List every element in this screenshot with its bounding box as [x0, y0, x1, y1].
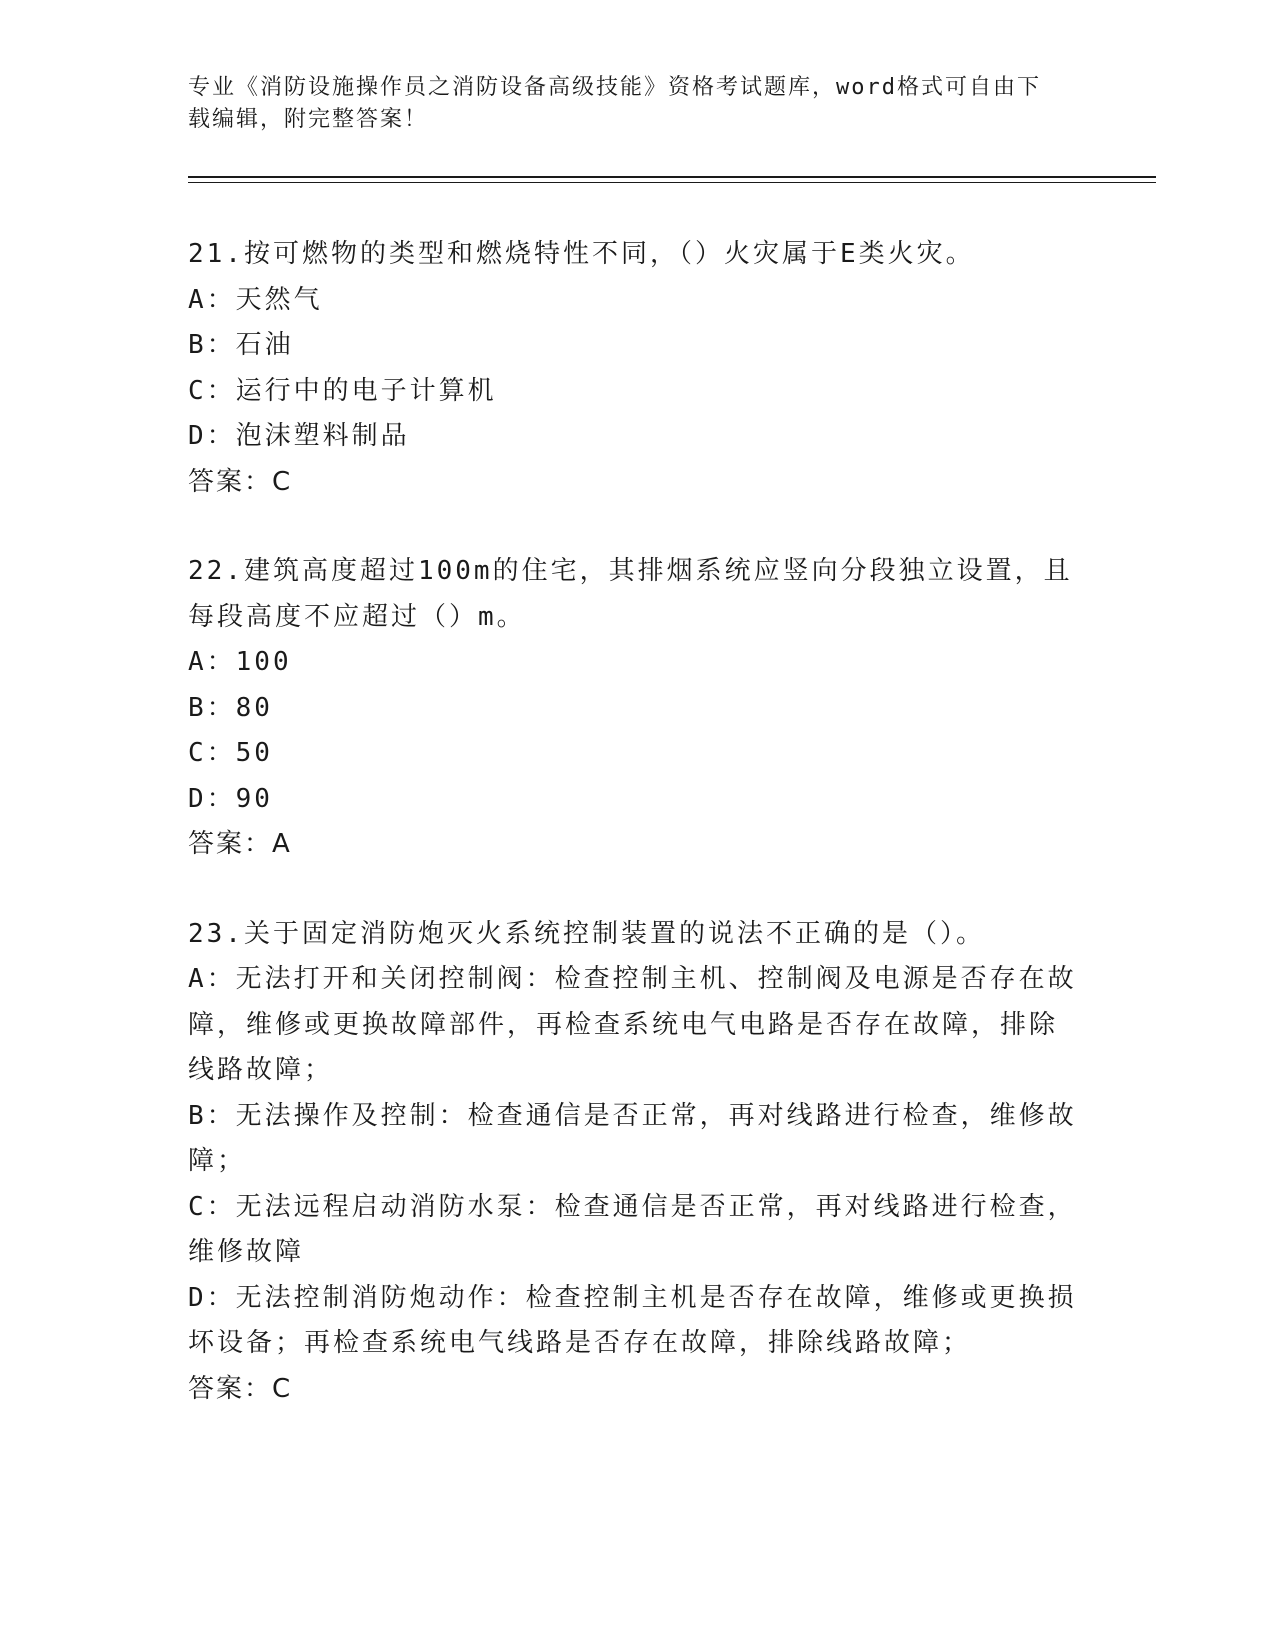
- option-c-continued: 维修故障: [188, 1237, 305, 1267]
- option-d: D：泡沫塑料制品: [188, 421, 410, 451]
- option-c: C：50: [188, 738, 273, 768]
- option-d-continued: 坏设备；再检查系统电气线路是否存在故障，排除线路故障；: [188, 1328, 972, 1358]
- option-b-continued: 障；: [188, 1146, 247, 1176]
- header-divider-thick: [188, 176, 1156, 178]
- question-22: [188, 549, 1088, 868]
- question-23: [188, 912, 1088, 1413]
- option-a: A：无法打开和关闭控制阀：检查控制主机、控制阀及电源是否存在故: [188, 964, 1077, 994]
- document-header: [188, 72, 1088, 136]
- question-stem: 21.按可燃物的类型和燃烧特性不同，（）火灾属于E类火灾。: [188, 239, 975, 269]
- option-a: A：天然气: [188, 284, 323, 315]
- option-d: D：无法控制消防炮动作：检查控制主机是否存在故障，维修或更换损: [188, 1282, 1077, 1313]
- question-stem: 22.建筑高度超过100m的住宅，其排烟系统应竖向分段独立设置，且: [188, 556, 1073, 586]
- answer-line: 答案：C: [188, 1373, 293, 1404]
- question-stem: 23.关于固定消防炮灭火系统控制装置的说法不正确的是（）。: [188, 918, 985, 949]
- option-a: A：100: [188, 647, 292, 677]
- option-a-continued: 线路故障；: [188, 1055, 334, 1085]
- option-b: B：80: [188, 692, 273, 723]
- option-d: D：90: [188, 783, 273, 814]
- option-c: C：无法远程启动消防水泵：检查通信是否正常，再对线路进行检查，: [188, 1191, 1077, 1222]
- option-b: B：石油: [188, 330, 294, 360]
- question-list: [188, 232, 1088, 1456]
- question-21: [188, 232, 1088, 505]
- answer-line: 答案：A: [188, 829, 292, 859]
- question-stem-continued: 每段高度不应超过（）m。: [188, 601, 526, 632]
- header-line-2: 载编辑，附完整答案！: [188, 107, 429, 132]
- header-divider-thin: [188, 182, 1156, 183]
- header-line-1: 专业《消防设施操作员之消防设备高级技能》资格考试题库，word格式可自由下: [188, 75, 1041, 100]
- option-b: B：无法操作及控制：检查通信是否正常，再对线路进行检查，维修故: [188, 1100, 1077, 1131]
- option-c: C：运行中的电子计算机: [188, 375, 497, 406]
- answer-line: 答案：C: [188, 466, 293, 497]
- option-a-continued: 障，维修或更换故障部件，再检查系统电气电路是否存在故障，排除: [188, 1009, 1059, 1040]
